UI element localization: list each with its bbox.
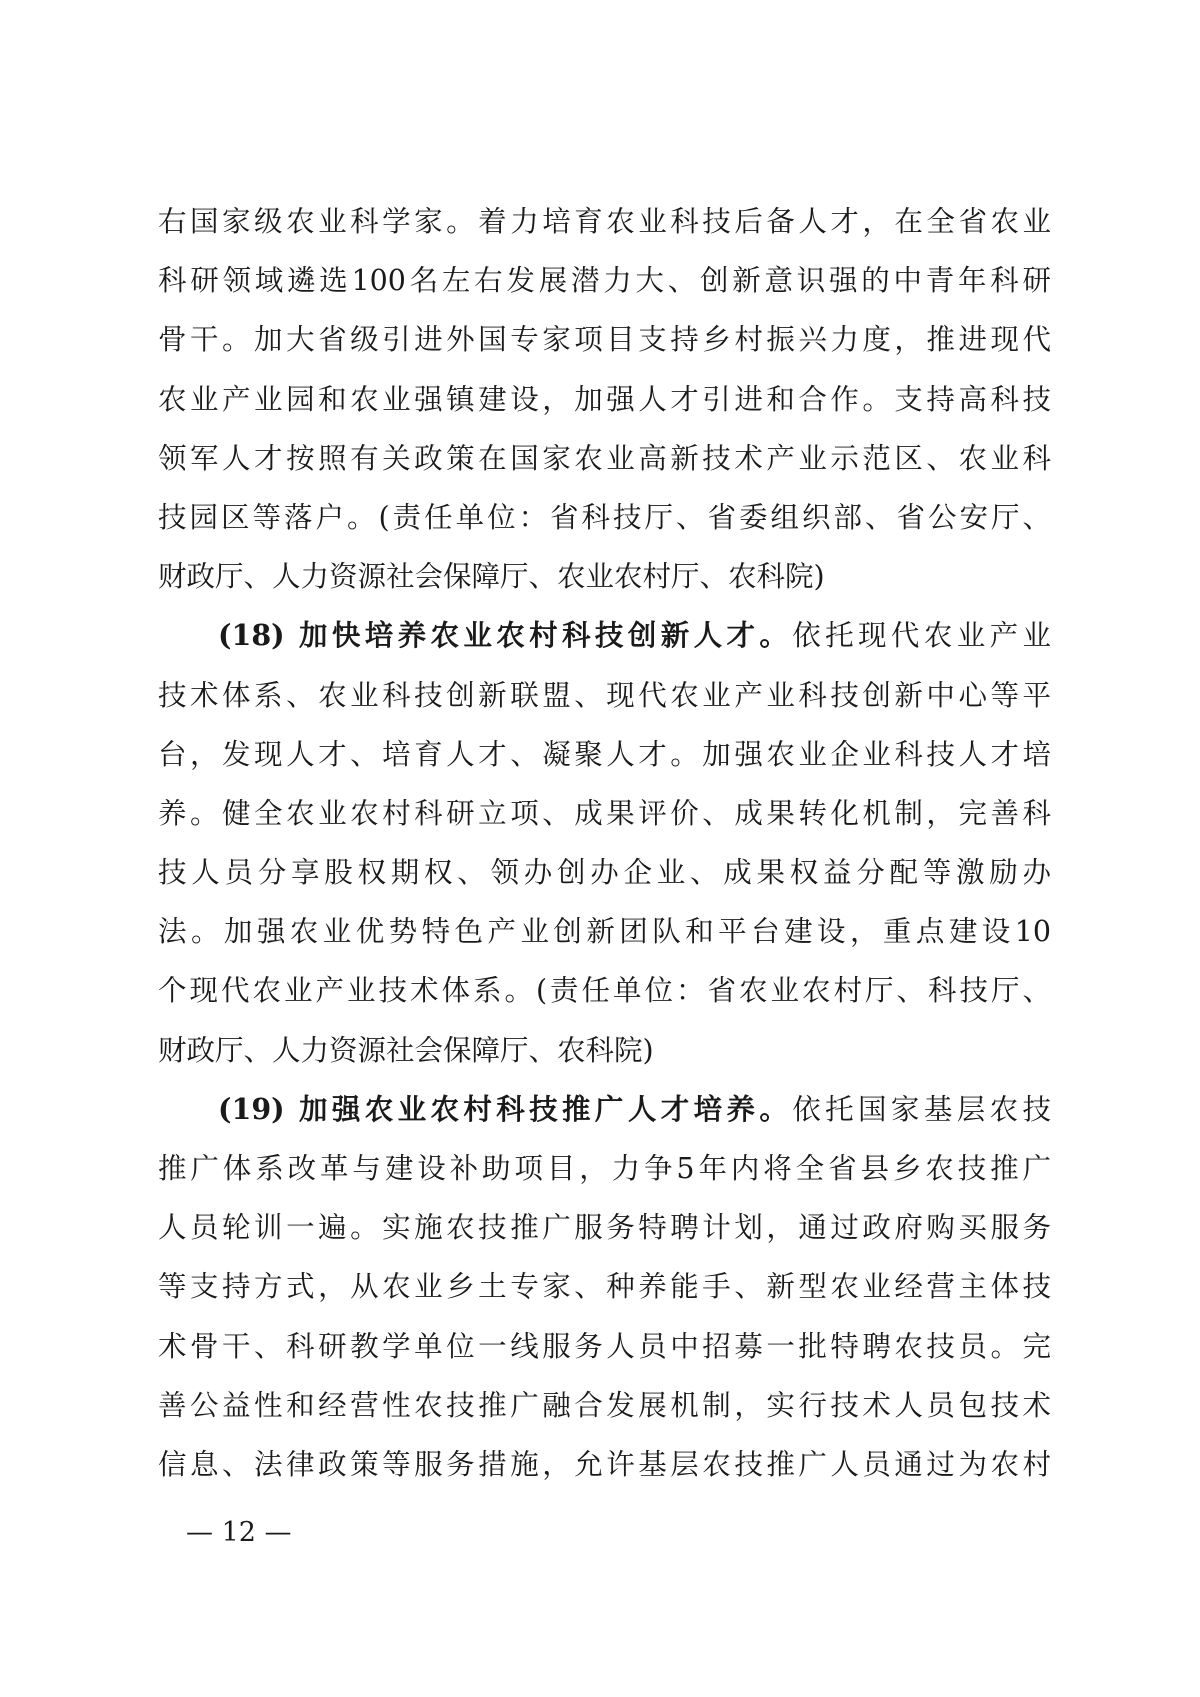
text-line: 人员轮训一遍。实施农技推广服务特聘计划，通过政府购买服务 <box>158 1211 1051 1245</box>
item-18-first-line <box>158 606 1051 665</box>
text-line: 财政厅、人力资源社会保障厅、农业农村厅、农科院) <box>158 560 825 594</box>
item-19-first-line-rest: 依托国家基层农技 <box>792 1092 1051 1126</box>
text-line: 科研领域遴选100名左右发展潜力大、创新意识强的中青年科研 <box>158 264 1051 298</box>
text-line: 等支持方式，从农业乡土专家、种养能手、新型农业经营主体技 <box>158 1270 1051 1304</box>
document-body <box>158 192 1051 1494</box>
paragraph-intro <box>158 192 1051 606</box>
text-line: 骨干。加大省级引进外国专家项目支持乡村振兴力度，推进现代 <box>158 323 1051 357</box>
text-line: 信息、法律政策等服务措施，允许基层农技推广人员通过为农村 <box>158 1447 1051 1481</box>
text-line: 财政厅、人力资源社会保障厅、农科院) <box>158 1033 654 1067</box>
text-line: 术骨干、科研教学单位一线服务人员中招募一批特聘农技员。完 <box>158 1329 1051 1363</box>
item-18-heading: (18) 加快培养农业农村科技创新人才。 <box>218 618 793 653</box>
text-line: 右国家级农业科学家。着力培育农业科技后备人才，在全省农业 <box>158 205 1051 238</box>
text-line: 个现代农业产业技术体系。(责任单位：省农业农村厅、科技厅、 <box>158 974 1051 1008</box>
item-19-first-line <box>158 1080 1051 1139</box>
paragraph-item-19 <box>158 1080 1051 1494</box>
text-line: 农业产业园和农业强镇建设，加强人才引进和合作。支持高科技 <box>158 382 1051 416</box>
text-line: 法。加强农业优势特色产业创新团队和平台建设，重点建设10 <box>158 915 1051 949</box>
paragraph-item-18 <box>158 606 1051 1080</box>
text-line: 养。健全农业农村科研立项、成果评价、成果转化机制，完善科 <box>158 796 1051 830</box>
text-line: 技园区等落户。(责任单位：省科技厅、省委组织部、省公安厅、 <box>158 500 1051 534</box>
page-number: — 12 — <box>186 1517 292 1548</box>
item-18-first-line-rest: 依托现代农业产业 <box>792 619 1051 653</box>
text-line: 领军人才按照有关政策在国家农业高新技术产业示范区、农业科 <box>158 441 1051 475</box>
text-line: 技术体系、农业科技创新联盟、现代农业产业科技创新中心等平 <box>158 678 1051 712</box>
text-line: 推广体系改革与建设补助项目，力争5年内将全省县乡农技推广 <box>158 1152 1051 1185</box>
text-line: 技人员分享股权期权、领办创办企业、成果权益分配等激励办 <box>158 856 1051 890</box>
item-19-heading: (19) 加强农业农村科技推广人才培养。 <box>218 1091 793 1126</box>
text-line: 善公益性和经营性农技推广融合发展机制，实行技术人员包技术 <box>158 1388 1051 1422</box>
text-line: 台，发现人才、培育人才、凝聚人才。加强农业企业科技人才培 <box>158 737 1051 771</box>
